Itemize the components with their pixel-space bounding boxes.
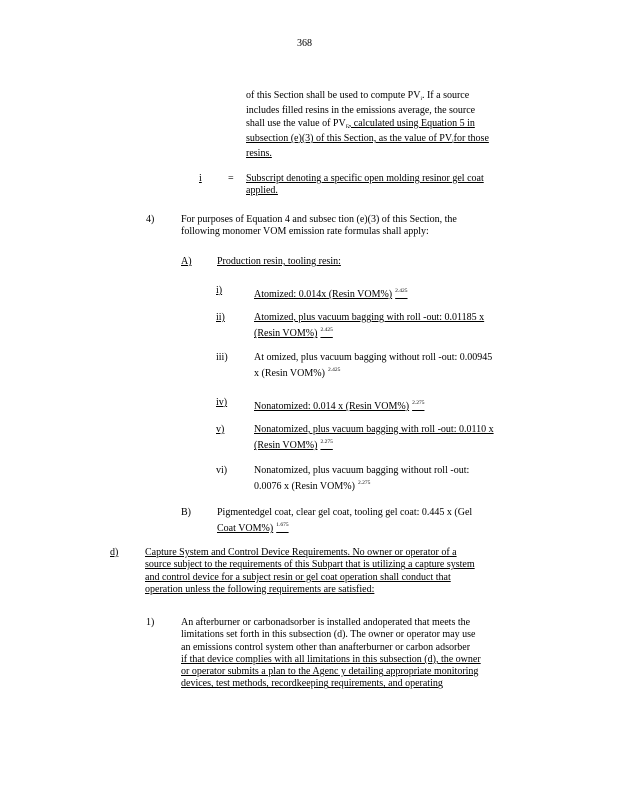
- exponent: 2.275: [320, 439, 333, 446]
- formula-vi: [254, 465, 534, 494]
- formula-ii-line-2: (Resin VOM%) $^{2.425}$: [254, 327, 333, 340]
- item-d-line-1: Capture System and Control Device Requirements. No owner or operator of a: [145, 547, 457, 558]
- item-d-line-2: source subject to the requirements of this Subpart that is utilizing a capture system: [145, 559, 475, 571]
- item-d-label: d): [110, 547, 119, 558]
- item-b-line-1: Pigmentedgel coat, clear gel coat, tooling gel coat: 0.445 x (Gel: [217, 507, 473, 518]
- formula-ii: [254, 312, 534, 341]
- item-1-line-5: or operator submits a plan to the Agenc y detailing appropriate monitoring: [181, 666, 479, 678]
- formula-iii-line-1: At omized, plus vacuum bagging without roll -out: 0.00945: [254, 352, 493, 363]
- formula-vi-line-2: 0.0076 x (Resin VOM%) $^{2.275}$: [254, 480, 371, 493]
- item-4-label: 4): [146, 214, 155, 225]
- exponent: 2.275: [357, 480, 371, 487]
- formula-iii: [254, 352, 534, 381]
- pv-paragraph: [246, 90, 546, 160]
- formula-label-ii: ii): [216, 312, 225, 323]
- formula-label-vi: vi): [216, 465, 228, 476]
- formula-label-v: v): [216, 424, 225, 435]
- item-b-text: [217, 507, 527, 536]
- item-4-line-1: For purposes of Equation 4 and subsec tion (e)(3) of this Section, the: [181, 214, 457, 225]
- item-4-text: [181, 214, 511, 239]
- formula-i: Atomized: 0.014x (Resin VOM%) $^{2.425}$: [254, 288, 408, 300]
- exponent: 2.425: [327, 367, 341, 374]
- equals-sign: =: [228, 173, 234, 184]
- pv-line-5: resins.: [246, 148, 272, 160]
- i-def-line-2: applied.: [246, 185, 278, 197]
- formula-label-iii: iii): [216, 352, 228, 363]
- formula-v-line-1: Nonatomized, plus vacuum bagging with roll -out: 0.0110 x: [254, 424, 494, 435]
- formula-label-iv: iv): [216, 397, 228, 408]
- item-d-line-4: operation unless the following requirements are satisfied:: [145, 583, 375, 595]
- i-definition: [246, 173, 546, 198]
- pv-line-3: shall use the value of $PV_F$, calculated using Equation 5 in: [246, 117, 475, 130]
- item-1-line-2: limitations set forth in this subsection (d). The owner or operator may use: [181, 629, 476, 641]
- item-d-line-3: and control device for a subject resin or gel coat operation shall conduct that: [145, 571, 451, 583]
- formula-v: [254, 424, 544, 453]
- item-1-line-4: if that device complies with all limitations in this subsection (d), the owner: [181, 653, 481, 665]
- item-1-label: 1): [146, 617, 155, 628]
- item-1-line-6: devices, test methods, recordkeeping requirements, and operating: [181, 678, 443, 690]
- item-1-line-3: an emissions control system other than anafterburner or carbon adsorber: [181, 641, 471, 653]
- exponent: 2.425: [320, 327, 333, 334]
- page-number: 368: [297, 38, 312, 49]
- i-symbol: i: [199, 173, 202, 184]
- item-b-line-2: Coat VOM%) $^{1.675}$: [217, 522, 289, 535]
- formula-vi-line-1: Nonatomized, plus vacuum bagging without roll -out:: [254, 465, 470, 476]
- item-1-line-1: An afterburner or carbonadsorber is installed andoperated that meets the: [181, 617, 471, 628]
- pv-line-2: includes filled resins in the emissions average, the source: [246, 105, 476, 117]
- formula-label-i: i): [216, 285, 223, 296]
- exponent: 2.425: [395, 288, 408, 294]
- item-a-text: Production resin, tooling resin:: [217, 256, 341, 267]
- item-a-label: A): [181, 256, 192, 267]
- formula-iii-line-2: x (Resin VOM%) $^{2.425}$: [254, 367, 341, 380]
- formula-v-line-2: (Resin VOM%) $^{2.275}$: [254, 439, 333, 452]
- exponent: 1.675: [276, 522, 289, 529]
- item-d-text: [145, 547, 545, 596]
- pv-line-1: of this Section shall be used to compute $PV_i$. If a source: [246, 90, 470, 102]
- item-b-label: B): [181, 507, 191, 518]
- pv-line-4: subsection (e)(3) of this Section, as the value of $PV_ifor$ those: [246, 132, 489, 145]
- item-1-text: [181, 617, 546, 691]
- item-4-line-2: following monomer VOM emission rate formulas shall apply:: [181, 226, 429, 238]
- exponent: 2.275: [412, 400, 425, 406]
- formula-iv: Nonatomized: 0.014 x (Resin VOM%) $^{2.275}$: [254, 400, 425, 412]
- i-def-line-1: Subscript denoting a specific open molding resinor gel coat: [246, 173, 484, 184]
- formula-ii-line-1: Atomized, plus vacuum bagging with roll -out: 0.01185 x: [254, 312, 485, 323]
